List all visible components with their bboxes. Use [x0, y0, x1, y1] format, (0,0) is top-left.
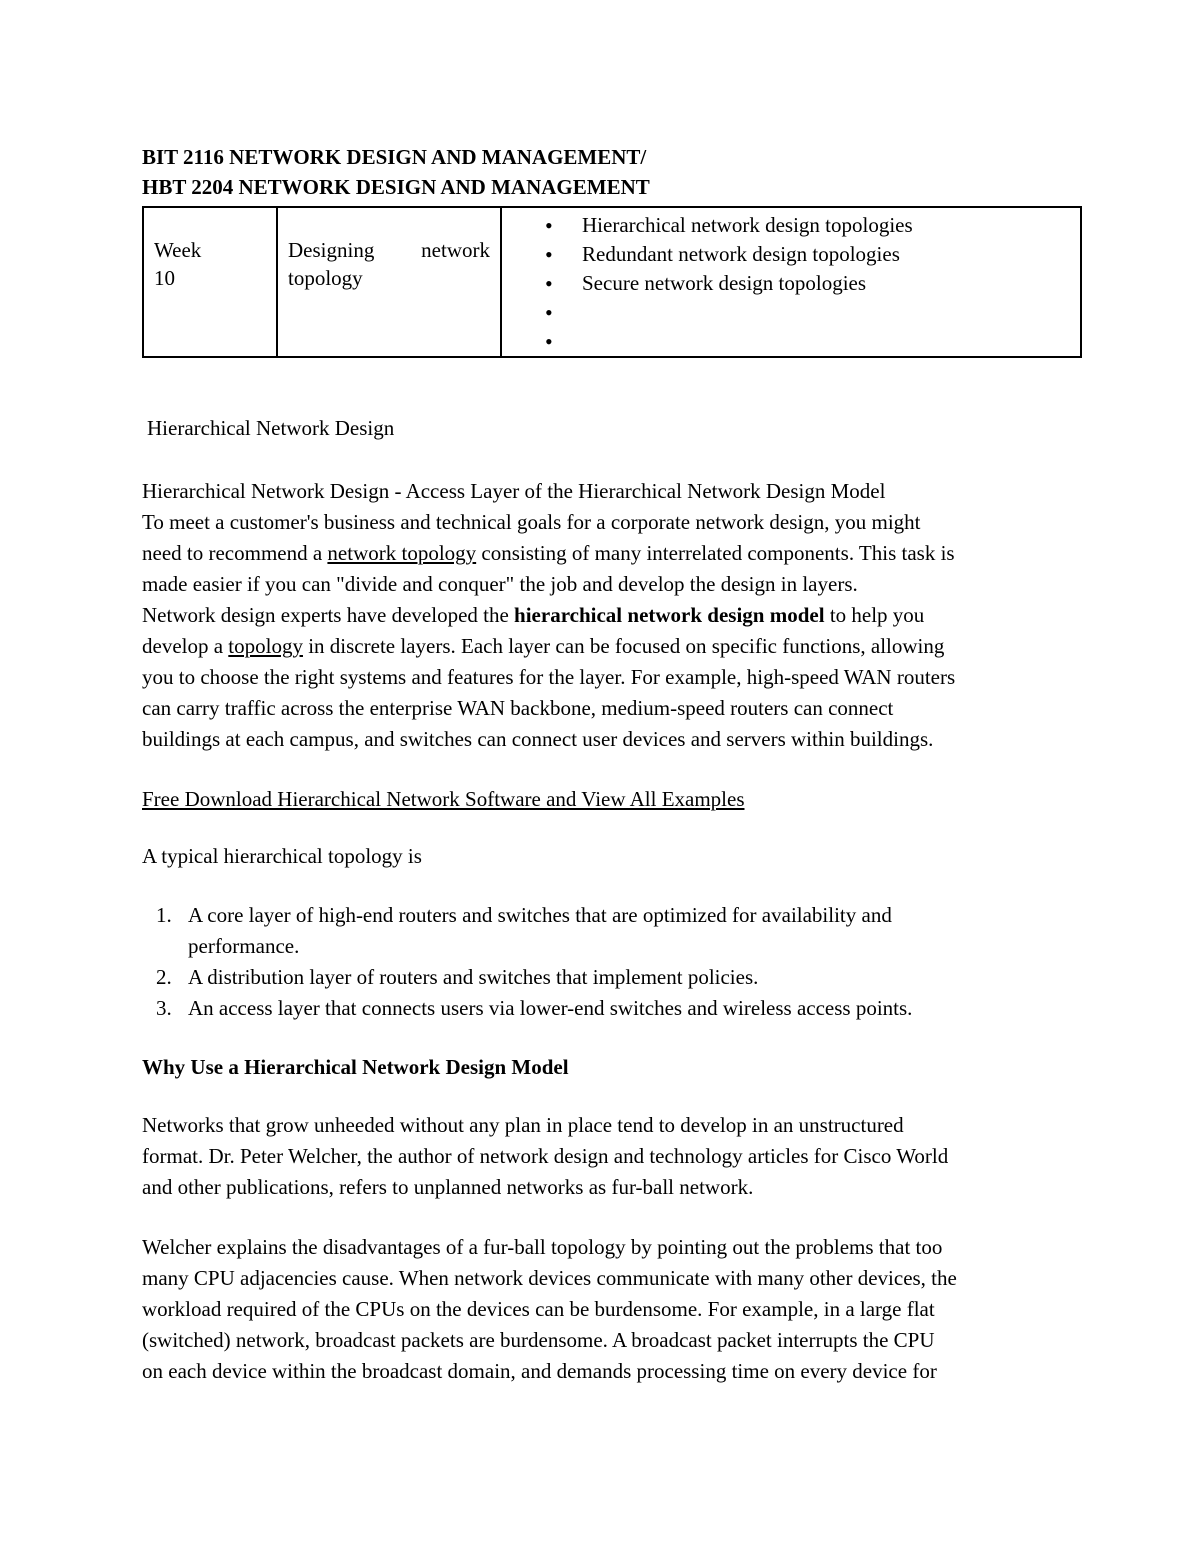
- subtopics-list: [502, 208, 1080, 356]
- list-item: [142, 993, 1082, 1024]
- paragraph-line: format. Dr. Peter Welcher, the author of network design and technology articles for Cisco World: [142, 1144, 949, 1168]
- subtopic-item: [502, 298, 1080, 327]
- text-span: Network design experts have developed the: [142, 603, 515, 627]
- free-download-link[interactable]: Free Download Hierarchical Network Software and View All Examples: [142, 787, 745, 811]
- intro-p1-line3: made easier if you can "divide and conquer" the job and develop the design in layers.: [142, 572, 858, 596]
- paragraph-line: many CPU adjacencies cause. When network devices communicate with many other devices, the: [142, 1266, 957, 1290]
- schedule-table: [142, 206, 1082, 358]
- list-text: performance.: [188, 934, 300, 958]
- intro-p2-line3: you to choose the right systems and features for the layer. For example, high-speed WAN routers: [142, 665, 956, 689]
- intro-p1-line2: [142, 538, 1082, 569]
- list-number: 3.: [156, 996, 172, 1020]
- topic-word-2: network: [421, 238, 490, 262]
- paragraph-line: (switched) network, broadcast packets are burdensome. A broadcast packet interrupts the CPU: [142, 1328, 935, 1352]
- intro-p2-line1: [142, 600, 1082, 631]
- paragraph-line: and other publications, refers to unplanned networks as fur-ball network.: [142, 1175, 754, 1199]
- week-cell: [143, 207, 277, 357]
- subtopic-item: [502, 327, 1080, 356]
- subtopic-item: • Secure network design topologies: [502, 269, 1080, 298]
- intro-p2-line2: [142, 631, 1082, 662]
- intro-p1-line1: To meet a customer's business and technical goals for a corporate network design, you might: [142, 510, 921, 534]
- text-span: develop a: [142, 634, 229, 658]
- paragraph-line: Networks that grow unheeded without any plan in place tend to develop in an unstructured: [142, 1113, 904, 1137]
- network-topology-link[interactable]: network topology: [327, 541, 477, 565]
- topic-word-3: topology: [288, 266, 363, 290]
- subtopics-cell: [501, 207, 1081, 357]
- topic-word-1: Designing: [288, 238, 375, 262]
- intro-heading: Hierarchical Network Design - Access Layer of the Hierarchical Network Design Model: [142, 479, 886, 503]
- text-span: in discrete layers. Each layer can be focused on specific functions, allowing: [302, 634, 945, 658]
- bold-term: hierarchical network design model: [514, 603, 825, 627]
- why-paragraph-1: [142, 1110, 1082, 1203]
- subtopic-item: • Redundant network design topologies: [502, 240, 1080, 269]
- typical-intro: A typical hierarchical topology is: [142, 844, 422, 868]
- text-span: need to recommend a: [142, 541, 328, 565]
- week-number: 10: [154, 266, 175, 290]
- list-text: An access layer that connects users via lower-end switches and wireless access points.: [188, 996, 913, 1020]
- why-paragraph-2: [142, 1232, 1082, 1387]
- list-number: 1.: [156, 903, 172, 927]
- topology-list-block: [142, 900, 1082, 1024]
- paragraph-line: Welcher explains the disadvantages of a fur-ball topology by pointing out the problems that too: [142, 1235, 943, 1259]
- topology-list: [142, 900, 1082, 1024]
- topic-cell: [277, 207, 501, 357]
- list-number: 2.: [156, 965, 172, 989]
- list-item: [142, 962, 1082, 993]
- list-item: [142, 900, 1082, 962]
- paragraph-line: on each device within the broadcast domain, and demands processing time on every device for: [142, 1359, 937, 1383]
- paragraph-line: workload required of the CPUs on the devices can be burdensome. For example, in a large flat: [142, 1297, 935, 1321]
- week-label: Week: [154, 238, 202, 262]
- section-title: Hierarchical Network Design: [147, 416, 395, 440]
- why-heading: Why Use a Hierarchical Network Design Model: [142, 1055, 569, 1079]
- list-text: A core layer of high-end routers and switches that are optimized for availability and: [188, 903, 892, 927]
- topology-link[interactable]: topology: [228, 634, 303, 658]
- text-span: consisting of many interrelated components. This task is: [476, 541, 955, 565]
- list-text: A distribution layer of routers and switches that implement policies.: [188, 965, 759, 989]
- intro-p2-line4: can carry traffic across the enterprise WAN backbone, medium-speed routers can connect: [142, 696, 894, 720]
- course-title-line2: HBT 2204 NETWORK DESIGN AND MANAGEMENT: [142, 175, 650, 199]
- intro-block: [142, 476, 1082, 755]
- course-title-line1: BIT 2116 NETWORK DESIGN AND MANAGEMENT/: [142, 145, 647, 169]
- text-span: to help you: [824, 603, 925, 627]
- intro-p2-line5: buildings at each campus, and switches can connect user devices and servers within buildings.: [142, 727, 934, 751]
- subtopic-item: • Hierarchical network design topologies: [502, 211, 1080, 240]
